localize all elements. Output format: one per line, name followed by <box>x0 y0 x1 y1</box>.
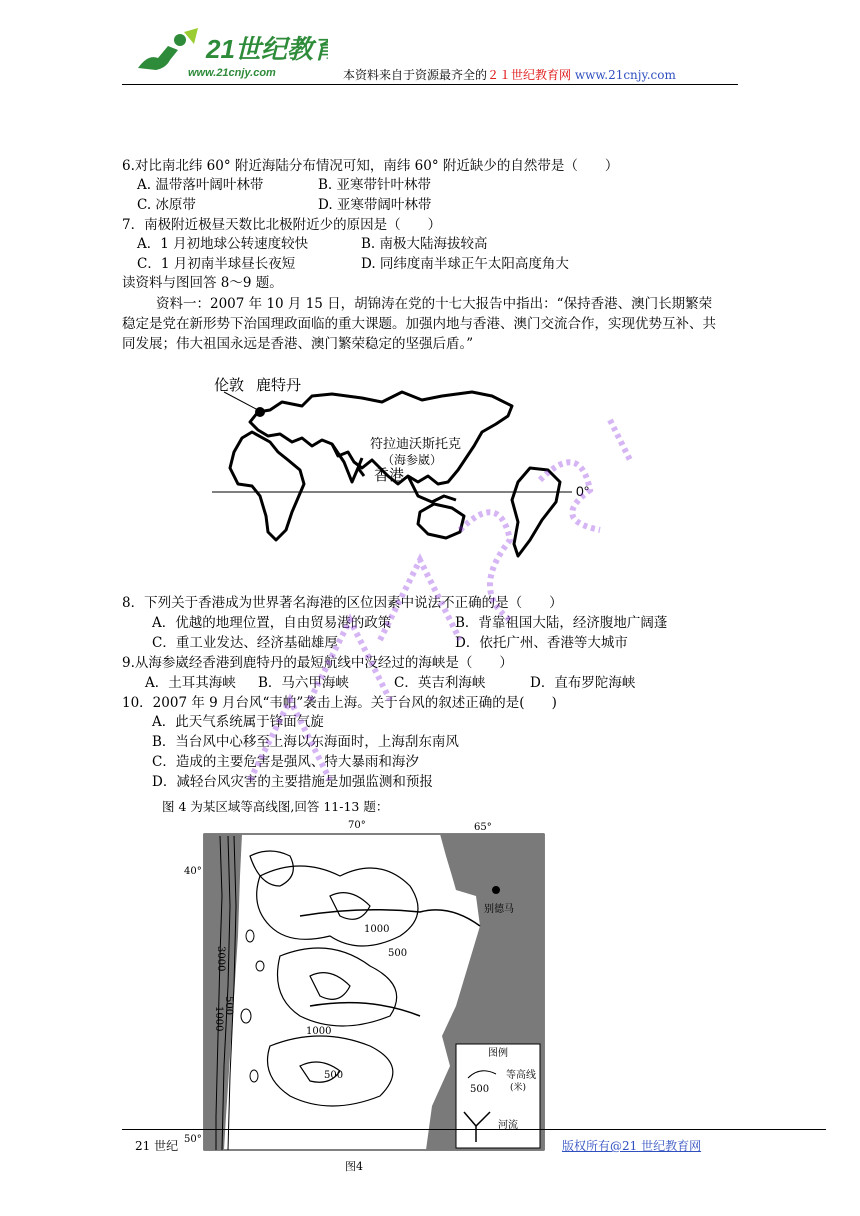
africa-outline <box>230 432 304 540</box>
header-link[interactable]: www.21cnjy.com <box>574 68 676 82</box>
label-vladivostok: 符拉迪沃斯托克 <box>370 436 462 451</box>
header-divider <box>122 84 738 85</box>
svg-text:500: 500 <box>470 1084 490 1095</box>
q10-option-d[interactable]: D．减轻台风灾害的主要措施是加强监测和预报 <box>152 774 433 790</box>
q8-option-a[interactable]: A．优越的地理位置，自由贸易港的政策 <box>152 615 392 631</box>
figure-4-intro: 图 4 为某区域等高线图,回答 11-13 题： <box>162 799 389 814</box>
label-lat-50: 50° <box>184 1134 202 1145</box>
q8-option-d[interactable]: D．依托广州、香港等大城市 <box>455 635 628 651</box>
svg-text:等高线: 等高线 <box>506 1070 536 1081</box>
australia-outline <box>418 504 464 538</box>
contour-map <box>180 816 550 1156</box>
question-7-stem: 7．南极附近极昼天数比北极附近少的原因是（ ） <box>122 217 442 233</box>
q9-option-b[interactable]: B．马六甲海峡 <box>258 675 349 691</box>
label-depth-1000: 1000 <box>213 1006 224 1032</box>
world-map <box>212 372 604 568</box>
question-6-stem: 6.对比南北纬 60° 附近海陆分布情况可知，南纬 60° 附近缺少的自然带是（ ） <box>122 158 619 174</box>
map-legend <box>456 1044 540 1148</box>
material-one: 资料一：2007 年 10 月 15 日，胡锦涛在党的十七大报告中指出：“保持香港、澳门长期繁荣稳定是党在新形势下治国理政面临的重大课题。加强内地与香港、澳门交流合作，实现优势互补、共同发展；伟大祖国永远是香港、澳门繁荣稳定的坚强后盾。” <box>122 296 716 352</box>
label-elev-500b: 500 <box>324 1070 344 1081</box>
question-10-stem: 10．2007 年 9 月台风“韦帕”袭击上海。关于台风的叙述正确的是( ) <box>122 695 557 711</box>
q7-option-b[interactable]: B. 南极大陆海拔较高 <box>361 236 488 252</box>
figure-4-caption: 图4 <box>345 1160 363 1173</box>
svg-text:(米): (米) <box>510 1083 527 1093</box>
label-elev-1000b: 1000 <box>306 1026 332 1037</box>
q9-option-c[interactable]: C．英吉利海峡 <box>394 675 486 691</box>
site-logo <box>128 24 328 82</box>
label-lon-70: 70° <box>348 820 366 831</box>
svg-text:河流: 河流 <box>498 1120 518 1131</box>
footer-divider <box>122 1129 826 1130</box>
reading-intro: 读资料与图回答 8～9 题。 <box>122 275 283 291</box>
city-marker <box>492 886 500 894</box>
svg-text:图例: 图例 <box>488 1048 508 1059</box>
label-hongkong: 香港 <box>374 467 405 484</box>
svg-text:21世纪教育: 21世纪教育 <box>206 34 328 64</box>
runner-icon <box>138 28 198 70</box>
q9-option-a[interactable]: A．土耳其海峡 <box>145 675 236 691</box>
question-9-stem: 9.从海参崴经香港到鹿特丹的最短航线中没经过的海峡是（ ） <box>122 655 513 671</box>
footer-left-text: 21 世纪 <box>135 1139 179 1153</box>
q7-option-d[interactable]: D. 同纬度南半球正午太阳高度角大 <box>361 256 569 272</box>
q8-option-b[interactable]: B．背靠祖国大陆，经济腹地广阔蓬 <box>455 615 668 631</box>
label-depth-3000: 3000 <box>215 946 226 972</box>
label-elev-500a: 500 <box>388 948 408 959</box>
q10-option-b[interactable]: B．当台风中心移至上海以东海面时，上海刮东南风 <box>152 734 459 750</box>
svg-text:www.21cnjy.com: www.21cnjy.com <box>188 67 276 79</box>
london-marker <box>255 407 265 417</box>
q10-option-a[interactable]: A．此天气系统属于锋面气旋 <box>152 714 324 730</box>
label-depth-500: 500 <box>223 996 234 1016</box>
q6-option-d[interactable]: D. 亚寒带阔叶林带 <box>318 197 432 213</box>
south-america-outline <box>512 468 560 556</box>
label-london: 伦敦 <box>214 377 245 394</box>
label-rotterdam: 鹿特丹 <box>256 377 302 394</box>
label-vladivostok-alt: （海参崴） <box>382 453 443 467</box>
q6-option-c[interactable]: C. 冰原带 <box>137 197 196 213</box>
question-8-stem: 8．下列关于香港成为世界著名海港的区位因素中说法不正确的是（ ） <box>122 595 563 611</box>
label-city: 别德马 <box>484 904 514 915</box>
q8-option-c[interactable]: C．重工业发达、经济基础雄厚 <box>152 635 338 651</box>
q9-option-d[interactable]: D．直布罗陀海峡 <box>530 675 636 691</box>
label-equator: 0° <box>576 483 590 499</box>
q6-option-b[interactable]: B. 亚寒带针叶林带 <box>318 177 432 193</box>
q10-option-c[interactable]: C．造成的主要危害是强风、特大暴雨和海汐 <box>152 754 419 770</box>
q6-option-a[interactable]: A. 温带落叶阔叶林带 <box>137 177 264 193</box>
label-lat-40: 40° <box>184 866 202 877</box>
label-elev-1000a: 1000 <box>364 924 390 935</box>
q7-option-c[interactable]: C．1 月初南半球昼长夜短 <box>137 256 296 272</box>
header-notice: 本资料来自于资源最齐全的２１世纪教育网 www.21cnjy.com <box>343 68 676 82</box>
label-lon-65: 65° <box>474 822 492 833</box>
footer-copyright-link[interactable]: 版权所有@21 世纪教育网 <box>562 1139 702 1153</box>
q7-option-a[interactable]: A．1 月初地球公转速度较快 <box>137 236 309 252</box>
